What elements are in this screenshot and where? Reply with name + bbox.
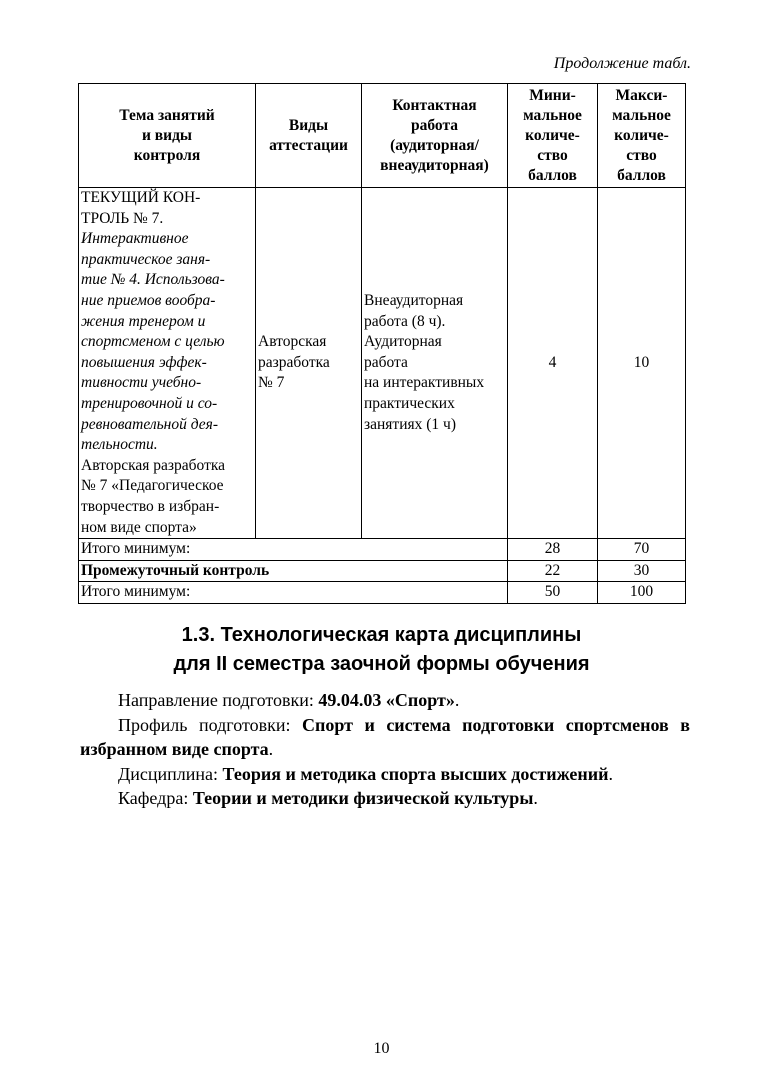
section-title	[0, 621, 763, 679]
topic-cell	[79, 188, 256, 539]
discipline-value: Теория и методика спорта высших достижений	[222, 763, 609, 784]
text-line: Макси-	[615, 86, 668, 104]
header-contact-work	[362, 84, 508, 188]
header-max-points	[598, 84, 686, 188]
text-line: повышения эффек-	[81, 353, 207, 371]
text-line: тие № 4. Использова-	[81, 271, 225, 289]
text-line: Аудиторная	[364, 333, 442, 351]
text-line: ство	[626, 146, 657, 164]
text-line: ревновательной дея-	[81, 415, 219, 433]
text-line: мальное	[523, 106, 582, 124]
contact-work-cell	[362, 188, 508, 539]
max-points-cell: 10	[598, 188, 686, 539]
discipline-paragraph: Дисциплина: Теория и методика спорта высших достижений.	[118, 763, 614, 784]
text-line: баллов	[617, 166, 666, 184]
summary-max: 70	[598, 539, 686, 561]
table-header-row	[79, 84, 686, 188]
min-points-cell: 4	[508, 188, 598, 539]
text-line: Внеаудиторная	[364, 291, 464, 309]
direction-value: 49.04.03 «Спорт»	[318, 690, 455, 710]
text-line: работа (8 ч).	[364, 312, 446, 330]
table-row	[79, 188, 686, 539]
text-line: ние приемов вообра-	[81, 291, 216, 309]
text-line: Авторская	[258, 333, 327, 351]
header-topic	[79, 84, 256, 188]
text-line: спортсменом с целью	[81, 333, 225, 351]
summary-row	[79, 560, 686, 582]
text-line: практическое заня-	[81, 250, 211, 268]
text-line: № 7 «Педагогическое	[81, 477, 224, 495]
text-line: занятиях (1 ч)	[364, 415, 456, 433]
text-line: ство	[537, 146, 568, 164]
text-line: контроля	[133, 146, 201, 164]
section-title-line1: 1.3. Технологическая карта дисциплины	[181, 624, 582, 646]
discipline-info	[80, 688, 690, 811]
text-line: ТРОЛЬ № 7.	[81, 209, 164, 227]
technology-map-table	[78, 83, 686, 604]
profile-value: Спорт и система подготовки спортсменов в избранном виде спорта	[80, 714, 690, 759]
text-line: (аудиторная/	[390, 136, 479, 154]
summary-row	[79, 539, 686, 561]
text-line: Виды	[288, 116, 329, 134]
text-line: № 7	[258, 374, 285, 392]
section-title-line2: для II семестра заочной формы обучения	[173, 653, 590, 675]
text-line: количе-	[614, 126, 669, 144]
header-attestation	[256, 84, 362, 188]
summary-max: 100	[598, 582, 686, 604]
summary-min: 28	[508, 539, 598, 561]
attestation-cell	[256, 188, 362, 539]
text-line: разработка	[258, 353, 330, 371]
discipline-label: Дисциплина:	[118, 763, 223, 784]
summary-label: Промежуточный контроль	[79, 560, 508, 582]
text-line: Мини-	[529, 86, 576, 104]
summary-min: 22	[508, 560, 598, 582]
text-line: ном виде спорта»	[81, 518, 197, 536]
text-line: мальное	[612, 106, 671, 124]
table-continuation-caption: Продолжение табл.	[553, 55, 691, 72]
text-line: тивности учебно-	[81, 374, 202, 392]
direction-paragraph: Направление подготовки: 49.04.03 «Спорт».	[118, 690, 460, 710]
text-line: творчество в избран-	[81, 497, 220, 515]
text-line: Тема занятий	[119, 106, 215, 124]
text-line: Интерактивное	[81, 230, 189, 248]
text-line: практических	[364, 394, 455, 412]
header-min-points	[508, 84, 598, 188]
text-line: Авторская разработка	[81, 456, 226, 474]
direction-label: Направление подготовки:	[118, 690, 319, 710]
text-line: количе-	[525, 126, 580, 144]
text-line: работа	[410, 116, 458, 134]
department-value: Теории и методики физической культуры	[192, 788, 534, 808]
department-label: Кафедра:	[118, 788, 193, 808]
text-line: внеаудиторная)	[380, 156, 489, 174]
text-line: баллов	[528, 166, 577, 184]
page-number: 10	[373, 1040, 390, 1057]
text-line: жения тренером и	[81, 312, 206, 330]
summary-min: 50	[508, 582, 598, 604]
summary-row	[79, 582, 686, 604]
summary-max: 30	[598, 560, 686, 582]
summary-label: Итого минимум:	[79, 539, 508, 561]
text-line: ТЕКУЩИЙ КОН-	[81, 189, 201, 206]
text-line: тренировочной и со-	[81, 394, 218, 412]
text-line: работа	[364, 353, 408, 371]
text-line: тельности.	[81, 436, 158, 454]
department-paragraph: Кафедра: Теории и методики физической культуры.	[118, 788, 538, 808]
text-line: и виды	[141, 126, 193, 144]
profile-label: Профиль подготовки:	[118, 714, 302, 735]
text-line: аттестации	[269, 136, 348, 154]
summary-label: Итого минимум:	[79, 582, 508, 604]
profile-paragraph: Профиль подготовки: Спорт и система подготовки спортсменов в избранном виде спорта.	[80, 714, 690, 759]
text-line: Контактная	[392, 96, 477, 114]
text-line: на интерактивных	[364, 374, 485, 392]
